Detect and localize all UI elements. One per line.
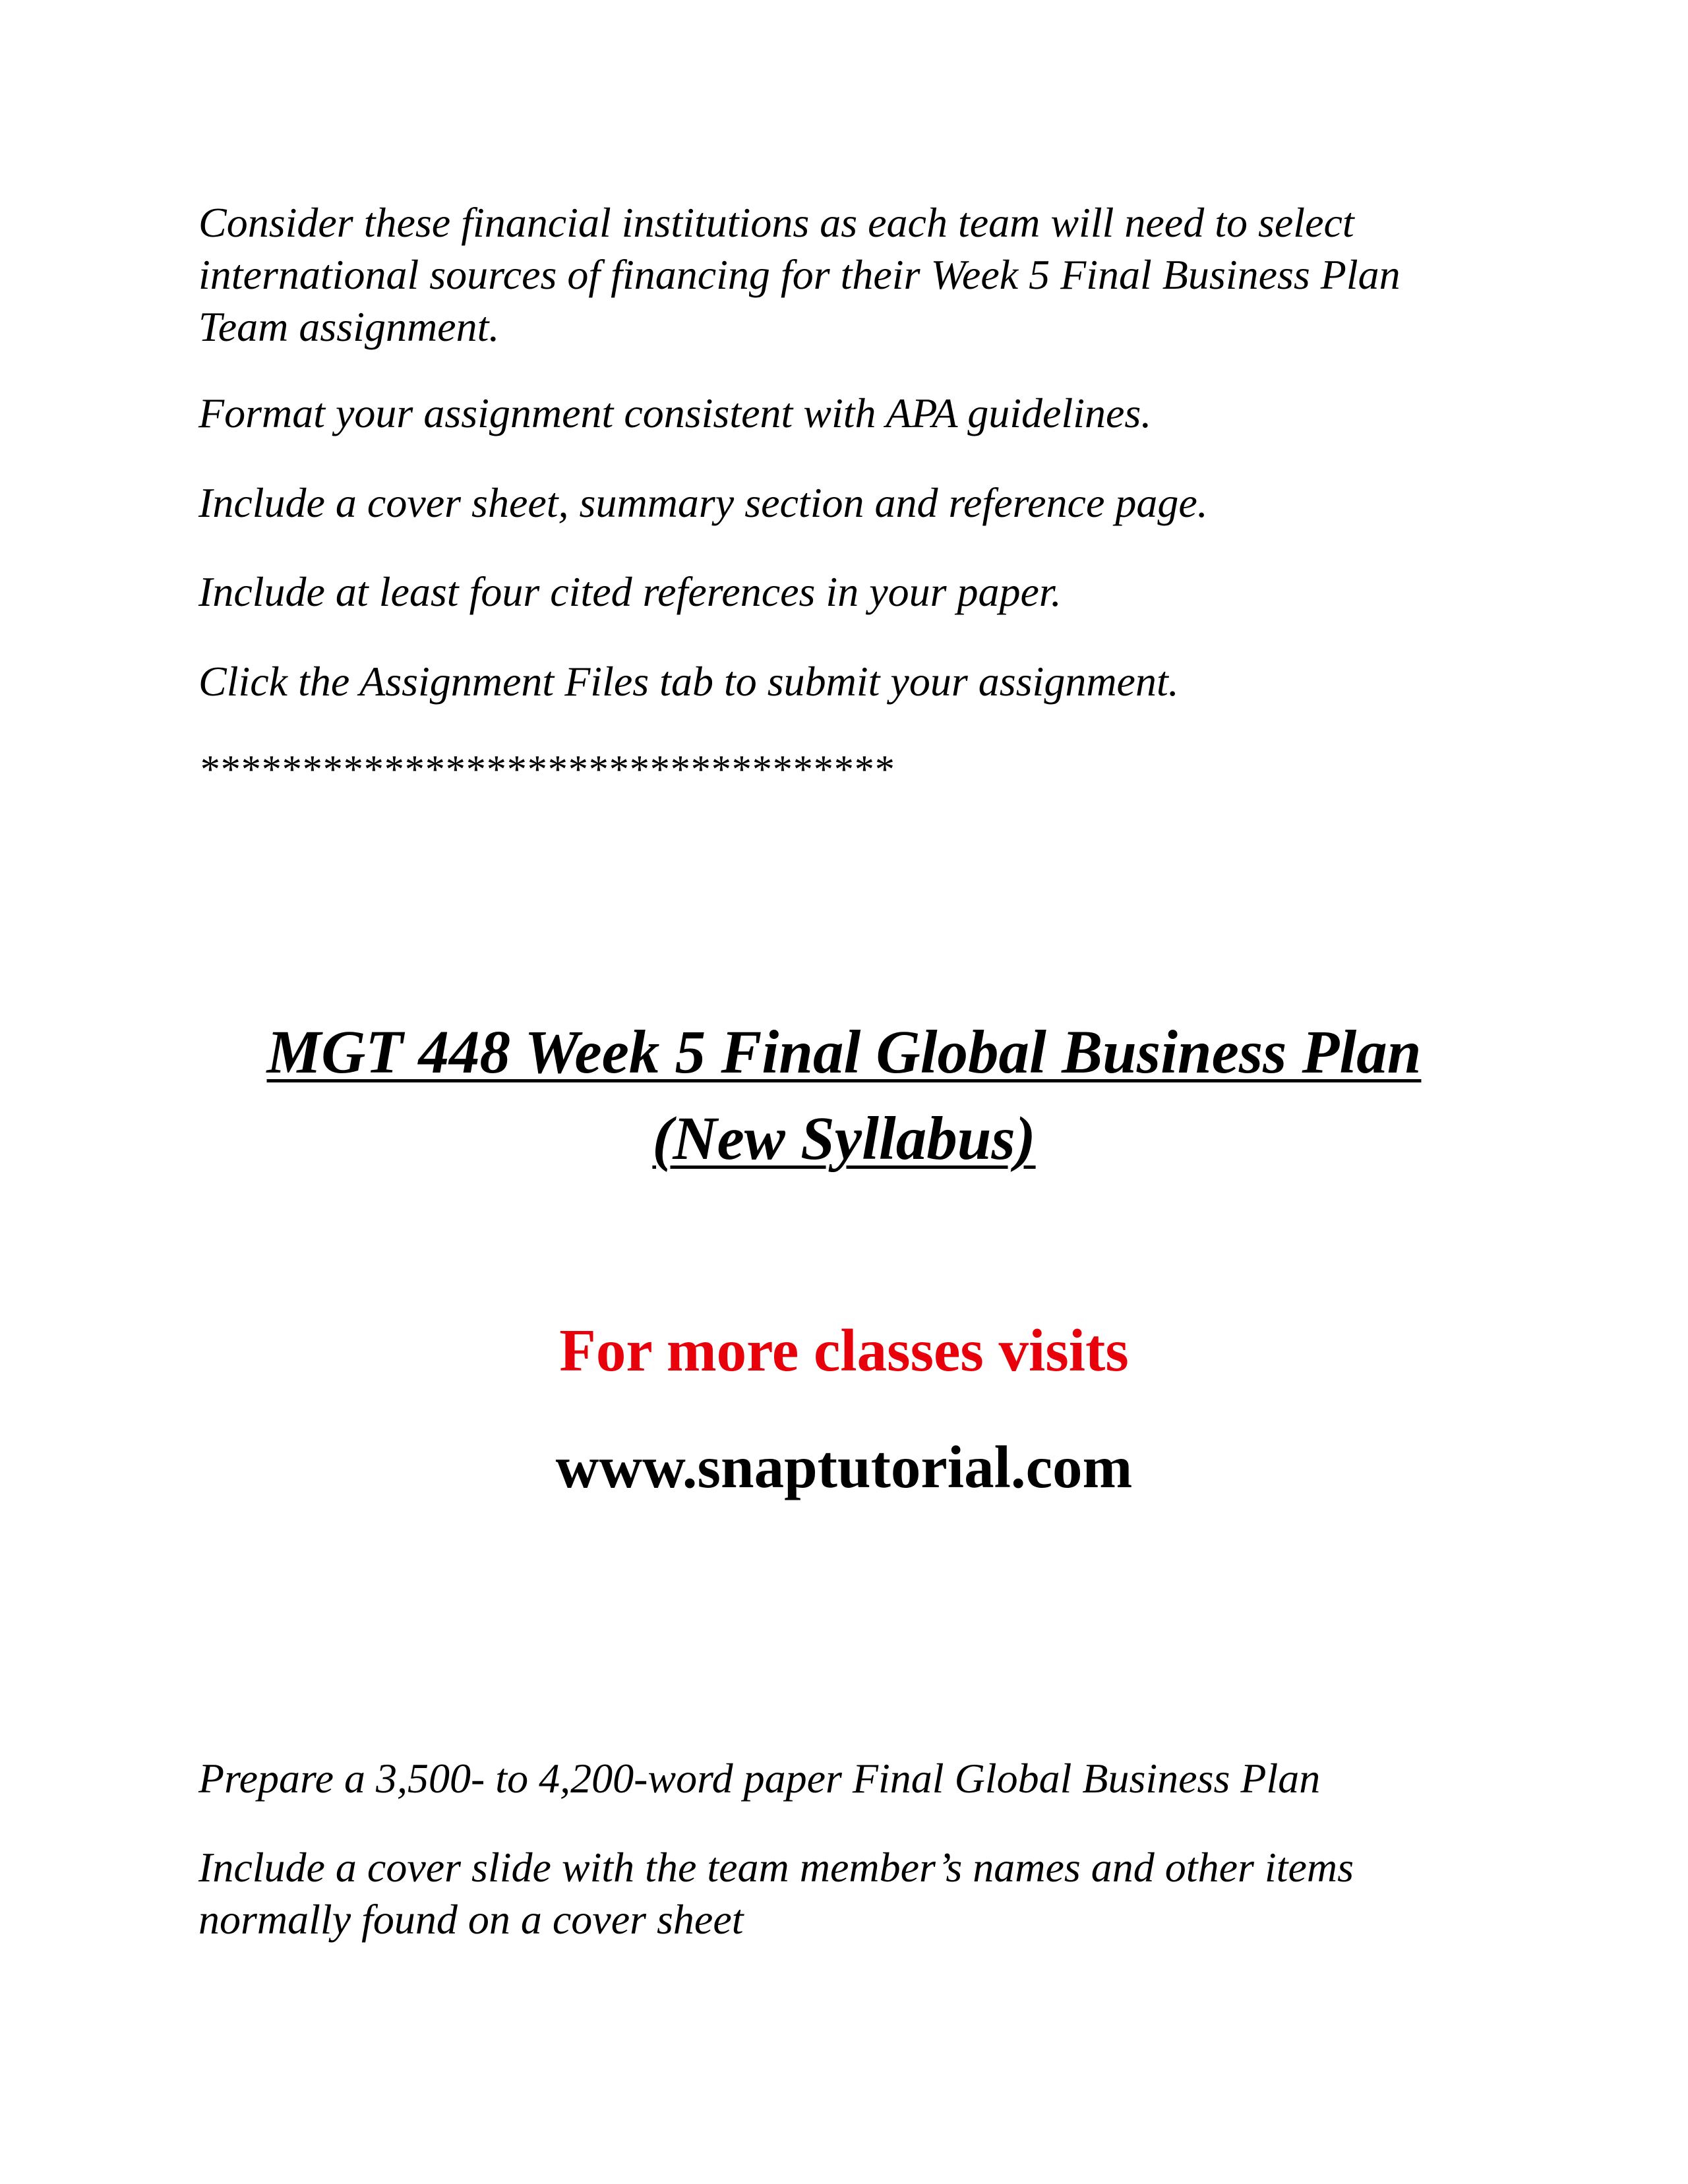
paragraph-apa-format: Format your assignment consistent with APA guidelines. — [198, 390, 1152, 436]
separator-asterisks: ********************************** — [198, 748, 893, 791]
paragraph-cover-sheet: Include a cover sheet, summary section and reference page. — [198, 479, 1208, 526]
paragraph-references: Include at least four cited references in your paper. — [198, 568, 1062, 615]
promo-text: For more classes visits — [559, 1317, 1129, 1384]
paragraph-prepare-paper: Prepare a 3,500- to 4,200-word paper Final Global Business Plan — [198, 1755, 1321, 1802]
page-subtitle: (New Syllabus) — [652, 1105, 1036, 1173]
paragraph-financing-sources: Consider these financial institutions as each team will need to select international sources of financing for their Week 5 Final Business Plan Team assignment. — [198, 199, 1401, 350]
promo-url: www.snaptutorial.com — [555, 1434, 1133, 1500]
paragraph-cover-slide: Include a cover slide with the team member’s names and other items normally found on a cover sheet — [198, 1844, 1354, 1943]
page-title: MGT 448 Week 5 Final Global Business Plan — [266, 1018, 1422, 1086]
paragraph-submit: Click the Assignment Files tab to submit your assignment. — [198, 658, 1179, 705]
